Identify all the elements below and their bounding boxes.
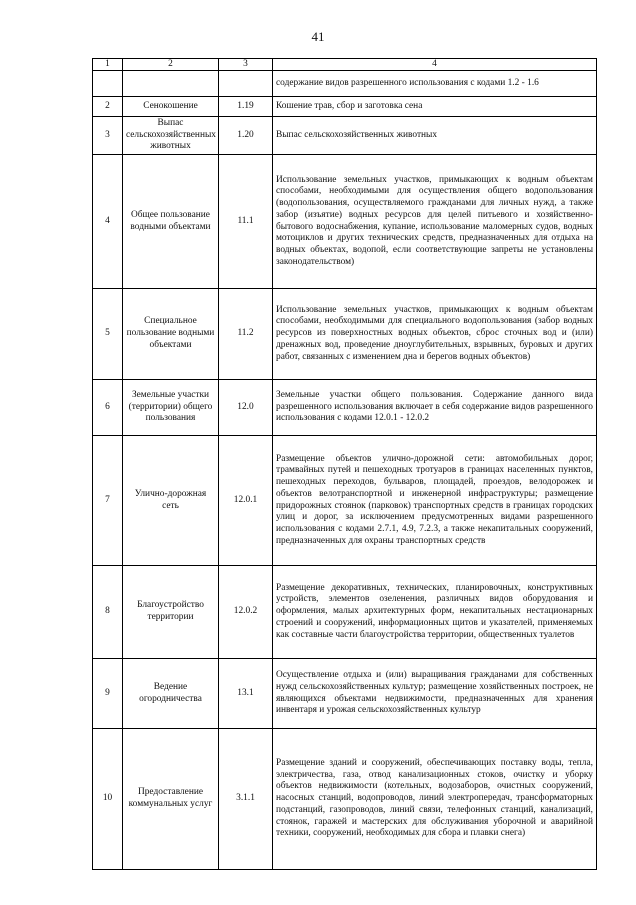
table-row xyxy=(93,289,597,380)
use-type-description: Выпас сельскохозяйственных животных xyxy=(273,117,597,155)
use-type-code: 3.1.1 xyxy=(219,729,273,870)
header-col-4: 4 xyxy=(273,59,597,71)
use-type-code: 13.1 xyxy=(219,659,273,729)
row-number: 4 xyxy=(93,155,123,289)
table-row xyxy=(93,659,597,729)
table-row xyxy=(93,566,597,659)
use-type-code: 11.1 xyxy=(219,155,273,289)
table-row xyxy=(93,729,597,870)
table-row xyxy=(93,436,597,566)
row-number: 10 xyxy=(93,729,123,870)
use-type-name: Общее пользование водными объектами xyxy=(123,155,219,289)
use-type-name: Выпас сельскохозяйственных животных xyxy=(123,117,219,155)
row-number: 6 xyxy=(93,380,123,436)
use-type-description: содержание видов разрешенного использования с кодами 1.2 - 1.6 xyxy=(273,71,597,97)
page-number: 41 xyxy=(311,29,325,44)
use-type-name: Предоставление коммунальных услуг xyxy=(123,729,219,870)
use-type-description: Размещение зданий и сооружений, обеспечивающих поставку воды, тепла, электричества, газа, отвод канализационных стоков, очистку и уборку объектов недвижимости (котельных, водозаборов, очистных сооружений, насосных станций, водопроводов, линий электропередач, трансформаторных подстанций, газопроводов, линий связи, телефонных станций, канализаций, стоянок, гаражей и мастерских для обслуживания уборочной и аварийной техники, сооружений, необходимых для сбора и плавки снега) xyxy=(273,729,597,870)
row-number: 5 xyxy=(93,289,123,380)
use-type-code: 12.0.2 xyxy=(219,566,273,659)
use-type-code: 12.0 xyxy=(219,380,273,436)
table-row xyxy=(93,97,597,117)
header-col-3: 3 xyxy=(219,59,273,71)
use-type-name: Сенокошение xyxy=(123,97,219,117)
use-type-description: Размещение декоративных, технических, планировочных, конструктивных устройств, элементов озеленения, различных видов оборудования и оформления, малых архитектурных форм, некапитальных нестационарных строений и сооружений, информационных щитов и указателей, применяемых как составные части благоустройства территории, общественных туалетов xyxy=(273,566,597,659)
use-type-name: Специальное пользование водными объектами xyxy=(123,289,219,380)
use-type-code: 12.0.1 xyxy=(219,436,273,566)
row-number xyxy=(93,71,123,97)
use-type-description: Кошение трав, сбор и заготовка сена xyxy=(273,97,597,117)
row-number: 7 xyxy=(93,436,123,566)
use-type-description: Использование земельных участков, примыкающих к водным объектам способами, необходимыми для специального водопользования (забор водных ресурсов из поверхностных водных объектов, сброс сточных вод и (или) дренажных вод, проведение дноуглубительных, взрывных, буровых и других работ, связанных с изменением дна и берегов водных объектов) xyxy=(273,289,597,380)
use-type-description: Осуществление отдыха и (или) выращивания гражданами для собственных нужд сельскохозяйственных культур; размещение хозяйственных построек, не являющихся объектами недвижимости, предназначенных для хранения инвентаря и урожая сельскохозяйственных культур xyxy=(273,659,597,729)
table-row xyxy=(93,155,597,289)
table-row xyxy=(93,117,597,155)
use-type-description: Использование земельных участков, примыкающих к водным объектам способами, необходимыми для осуществления общего водопользования (водопользования, осуществляемого гражданами для личных нужд, а также забор (изъятие) водных ресурсов для целей питьевого и хозяйственно-бытового водоснабжения, купание, использование маломерных судов, водных мотоциклов и других технических средств, предназначенных для отдыха на водных объектах, водопой, если соответствующие запреты не установлены законодательством) xyxy=(273,155,597,289)
use-type-name: Ведение огородничества xyxy=(123,659,219,729)
use-type-code: 1.20 xyxy=(219,117,273,155)
table-row xyxy=(93,380,597,436)
row-number: 3 xyxy=(93,117,123,155)
row-number: 8 xyxy=(93,566,123,659)
use-type-name xyxy=(123,71,219,97)
header-col-1: 1 xyxy=(93,59,123,71)
use-type-name: Благоустройство территории xyxy=(123,566,219,659)
table-row xyxy=(93,71,597,97)
land-use-table xyxy=(92,58,597,870)
use-type-description: Размещение объектов улично-дорожной сети: автомобильных дорог, трамвайных путей и пешеходных тротуаров в границах населенных пунктов, пешеходных переходов, бульваров, площадей, проездов, велодорожек и объектов велотранспортной и инженерной инфраструктуры; размещение придорожных стоянок (парковок) транспортных средств в границах городских улиц и дорог, за исключением предусмотренных видами разрешенного использования с кодами 2.7.1, 4.9, 7.2.3, а также некапитальных сооружений, предназначенных для охраны транспортных средств xyxy=(273,436,597,566)
row-number: 2 xyxy=(93,97,123,117)
use-type-name: Улично-дорожная сеть xyxy=(123,436,219,566)
row-number: 9 xyxy=(93,659,123,729)
use-type-name: Земельные участки (территории) общего пользования xyxy=(123,380,219,436)
use-type-code: 1.19 xyxy=(219,97,273,117)
table-header-row xyxy=(93,59,597,71)
use-type-code xyxy=(219,71,273,97)
use-type-description: Земельные участки общего пользования. Содержание данного вида разрешенного использования включает в себя содержание видов разрешенного использования с кодами 12.0.1 - 12.0.2 xyxy=(273,380,597,436)
header-col-2: 2 xyxy=(123,59,219,71)
use-type-code: 11.2 xyxy=(219,289,273,380)
